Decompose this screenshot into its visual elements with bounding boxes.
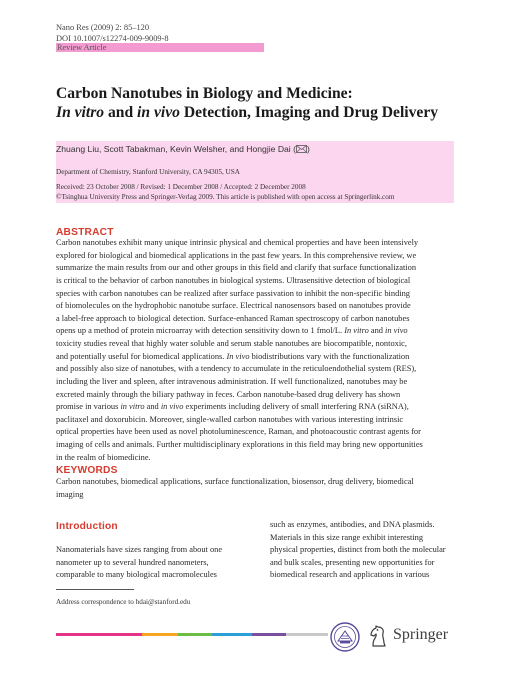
color-segment [178,633,212,636]
abstract-line: excreted mainly through the biliary pathway in feces. Carbon nanotube-based drug delivery has shown [56,389,401,399]
title-italic-in-vivo: in vivo [137,104,180,121]
authors [56,144,310,154]
title-and: and [104,104,138,121]
abstract-line: a label-free approach to biological detection. Surface-enhanced Raman spectroscopy of carbon nanotubes [56,313,410,323]
abstract-italic: in vitro [120,402,145,412]
color-segment [212,633,252,636]
abstract-text: biodistributions vary with the functionalization [249,351,410,361]
color-segment [56,633,102,636]
abstract-line: paclitaxel and doxorubicin. Moreover, single-walled carbon nanotubes with various interesting intrinsic [56,414,404,424]
title-italic-in-vitro: In vitro [56,104,105,121]
journal-header [56,23,169,44]
keywords-body [56,476,454,501]
author-names: Zhuang Liu, Scott Tabakman, Kevin Welsher, and Hongjie Dai [56,144,291,154]
abstract-line [56,401,454,414]
title-line-1: Carbon Nanotubes in Biology and Medicine: [56,85,353,102]
abstract-line: Carbon nanotubes exhibit many unique intrinsic physical and chemical properties and have been intensively [56,238,419,247]
bracket-open: ( [293,144,296,154]
journal-citation: Nano Res (2009) 2: 85–120 [56,23,150,32]
abstract-line: species with carbon nanotubes can be realized after surface passivation to inhibit the non-specific binding [56,288,410,298]
abstract-text: opens up a method of protein microarray with detection sensitivity down to 1 fmol/L. [56,326,343,336]
abstract-line: toxicity studies reveal that highly water soluble and serum stable nanotubes are biocompatible, nontoxic, [56,339,407,348]
intro-line: nanometer up to several hundred nanometers, [56,557,209,567]
intro-line: Materials in this size range exhibit interesting [270,532,424,542]
title-line-2 [56,103,476,122]
abstract-line: including the liver and spleen, after intravenous administration. If well functionalized, nanotubes may be [56,376,408,386]
introduction-left-column [56,544,252,582]
introduction-heading: Introduction [56,521,118,532]
abstract-italic: in vivo [160,402,184,412]
springer-chess-knight-icon [367,625,391,647]
intro-line: such as enzymes, antibodies, and DNA plasmids. [270,520,435,529]
abstract-text: experiments including delivery of small interfering RNA (siRNA), [183,402,409,412]
doi: DOI 10.1007/s12274-009-9009-8 [56,33,169,43]
article-dates [56,182,394,202]
keywords-line: Carbon nanotubes, biomedical applications, surface functionalization, biosensor, drug delivery, biomedical [56,477,414,486]
abstract-line: summarize the main results from our and other groups in this field and clarify that surface functionalization [56,263,417,273]
footer-color-bar [56,633,328,636]
abstract-text: promise in various [56,402,119,412]
abstract-body [56,237,454,464]
intro-line: and bulk scales, presenting new opportunities for [270,557,435,567]
abstract-line [56,351,454,364]
abstract-italic: in vivo [385,326,408,336]
abstract-line [56,325,454,338]
abstract-line: imaging of cells and animals. Further multidisciplinary explorations in this field may bring new opportunities [56,440,423,449]
received-dates: Received: 23 October 2008 / Revised: 1 December 2008 / Accepted: 2 December 2008 [56,183,306,191]
keywords-heading: KEYWORDS [56,465,118,476]
color-segment [102,633,142,636]
abstract-heading: ABSTRACT [56,227,114,238]
envelope-icon [296,145,307,153]
springer-logo-text: Springer [393,626,449,643]
color-segment [286,633,328,636]
abstract-line: of biomolecules on the hydrophobic nanotube surface. Electrical nanosensors based on nanotubes provide [56,301,411,311]
abstract-line: is critical to the behavior of carbon nanotubes in biological systems. Ultrasensitive detection of biological [56,275,411,285]
university-seal-icon [330,622,360,652]
abstract-text: and potentially useful for biomedical applications. [56,351,225,361]
abstract-text: and [368,326,386,336]
abstract-line: in the realm of biomedicine. [56,452,151,462]
intro-line: physical properties, distinct from both the molecular [270,545,446,554]
abstract-line: explored for biological and biomedical applications in the past few years. In this comprehensive review, we [56,250,417,260]
bracket-close: ) [306,144,310,154]
title-rest: Detection, Imaging and Drug Delivery [179,104,439,121]
introduction-right-column [270,519,470,582]
intro-line: biomedical research and applications in various [270,570,430,579]
article-title [56,84,476,122]
footnote-rule [56,589,134,590]
abstract-italic: In vivo [226,351,250,361]
abstract-line: optical properties have been used as novel photoluminescence, Raman, and photoacoustic contrast agents for [56,427,421,437]
intro-line: Nanomaterials have sizes ranging from about one [56,545,223,554]
abstract-line: and possibly also size of nanotubes, with a tendency to accumulate in the reticuloendothelial system (RES), [56,364,417,374]
copyright-line: ©Tsinghua University Press and Springer-Verlag 2009. This article is published with open access at Springerlink.com [56,193,395,201]
keywords-line: imaging [56,489,84,499]
color-segment [252,633,286,636]
color-segment [142,633,178,636]
abstract-text: and [144,402,161,412]
intro-line: comparable to many biological macromolecules [56,570,217,579]
abstract-italic: In vitro [344,326,369,336]
correspondence-footnote: Address correspondence to hdai@stanford.edu [56,598,191,606]
article-type: Review Article [57,43,107,52]
affiliation: Department of Chemistry, Stanford University, CA 94305, USA [56,168,240,176]
